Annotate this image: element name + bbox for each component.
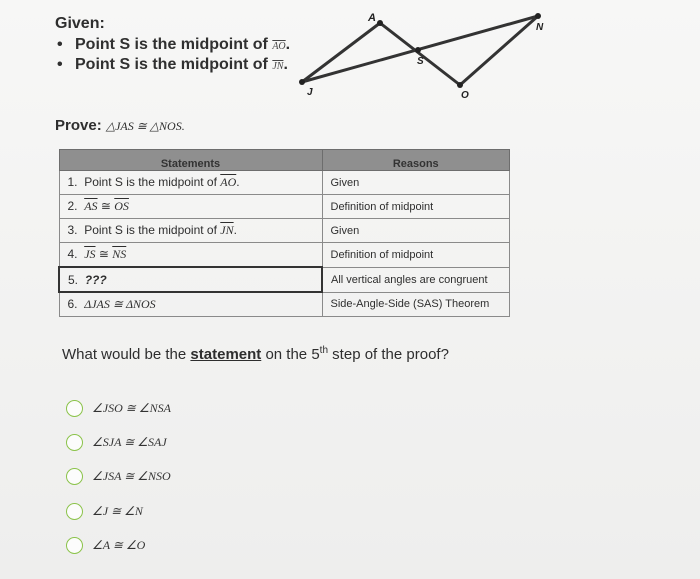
statement-text: ΔJAS ≅ ΔNOS <box>84 297 156 311</box>
radio-button[interactable] <box>66 503 83 520</box>
answer-option-4[interactable] <box>66 503 143 520</box>
given-text: Point S is the midpoint of <box>75 36 273 53</box>
statement-cell <box>59 195 322 219</box>
answer-option-label: ∠SJA ≅ ∠SAJ <box>92 435 167 449</box>
question-emphasis: statement <box>190 346 262 363</box>
row-number: 3. <box>67 223 78 237</box>
label-j: J <box>307 87 313 98</box>
answer-option-5[interactable] <box>66 537 145 554</box>
segment-label: $\overline{JS}$ <box>84 247 96 261</box>
segment-label: $\overline{JN}$ <box>220 223 234 237</box>
question-superscript: th <box>319 345 329 356</box>
reason-cell: All vertical angles are congruent <box>322 267 510 292</box>
congruent-sign: ≅ <box>95 247 113 261</box>
table-row <box>59 267 510 292</box>
reason-cell: Given <box>322 171 510 195</box>
point-a <box>377 20 383 26</box>
geometry-diagram <box>290 5 560 100</box>
row-number: 5. <box>68 272 79 287</box>
statement-cell <box>59 171 322 195</box>
reason-cell: Definition of midpoint <box>322 243 510 268</box>
answer-option-label: ∠A ≅ ∠O <box>92 538 146 552</box>
label-n: N <box>536 22 544 33</box>
bullet: • <box>57 36 63 53</box>
proof-table <box>58 149 510 317</box>
table-row <box>59 219 510 243</box>
statement-end: . <box>233 223 237 237</box>
statement-end: . <box>236 175 240 189</box>
reason-cell: Side-Angle-Side (SAS) Theorem <box>322 292 510 317</box>
table-row <box>59 171 510 195</box>
statements-header: Statements <box>59 150 322 171</box>
segment-label: $\overline{AO}$ <box>220 175 237 189</box>
segment-ao <box>380 23 460 85</box>
point-j <box>299 79 305 85</box>
table-row <box>59 243 510 268</box>
row-number: 4. <box>67 247 78 261</box>
statement-cell <box>59 243 322 268</box>
reasons-header: Reasons <box>322 150 510 171</box>
statement-cell <box>59 219 322 243</box>
answer-option-label: ∠J ≅ ∠N <box>92 504 143 518</box>
given-end: . <box>283 56 288 73</box>
statement-text: Point S is the midpoint of <box>84 223 221 237</box>
prove-statement: △JAS ≅ △NOS. <box>105 119 185 133</box>
question-text <box>62 345 449 363</box>
table-row <box>59 292 510 317</box>
segment-label: $\overline{AO}$ <box>272 41 286 52</box>
radio-button[interactable] <box>66 434 83 451</box>
segment-label: $\overline{JN}$ <box>272 61 284 72</box>
point-s <box>415 47 421 53</box>
answer-option-label: ∠JSA ≅ ∠NSO <box>92 469 171 483</box>
answer-option-2[interactable] <box>66 434 167 451</box>
answer-option-label: ∠JSO ≅ ∠NSA <box>92 401 171 415</box>
label-s: S <box>417 56 424 67</box>
prove-label: Prove: <box>55 117 102 134</box>
given-item-2 <box>57 56 288 74</box>
reason-cell: Given <box>322 219 510 243</box>
given-text: Point S is the midpoint of <box>75 56 273 73</box>
table-row <box>59 195 510 219</box>
given-title: Given: <box>55 15 105 32</box>
radio-button[interactable] <box>66 400 83 417</box>
reason-cell: Definition of midpoint <box>322 195 510 219</box>
prove-line <box>55 117 185 134</box>
question-part: on the 5 <box>261 346 320 363</box>
label-o: O <box>461 90 469 100</box>
segment-ja <box>302 23 380 82</box>
radio-button[interactable] <box>66 537 83 554</box>
row-number: 6. <box>67 297 78 311</box>
radio-button[interactable] <box>66 468 83 485</box>
row-number: 1. <box>67 175 78 189</box>
statement-cell <box>59 292 322 317</box>
given-end: . <box>285 36 291 53</box>
point-n <box>535 13 541 19</box>
row-number: 2. <box>67 199 78 213</box>
segment-label: $\overline{NS}$ <box>112 247 127 261</box>
segment-label: $\overline{OS}$ <box>114 199 129 213</box>
bullet: • <box>57 56 63 73</box>
question-part: What would be the <box>62 346 191 363</box>
statement-text: Point S is the midpoint of <box>84 175 221 189</box>
statement-text: ??? <box>84 272 107 287</box>
answer-option-1[interactable] <box>66 400 171 417</box>
statement-cell <box>59 267 322 292</box>
question-part: step of the proof? <box>328 346 449 363</box>
congruent-sign: ≅ <box>97 199 115 213</box>
answer-option-3[interactable] <box>66 468 171 485</box>
given-item-1 <box>57 36 290 54</box>
segment-label: $\overline{AS}$ <box>84 199 98 213</box>
label-a: A <box>368 12 376 24</box>
point-o <box>457 82 463 88</box>
